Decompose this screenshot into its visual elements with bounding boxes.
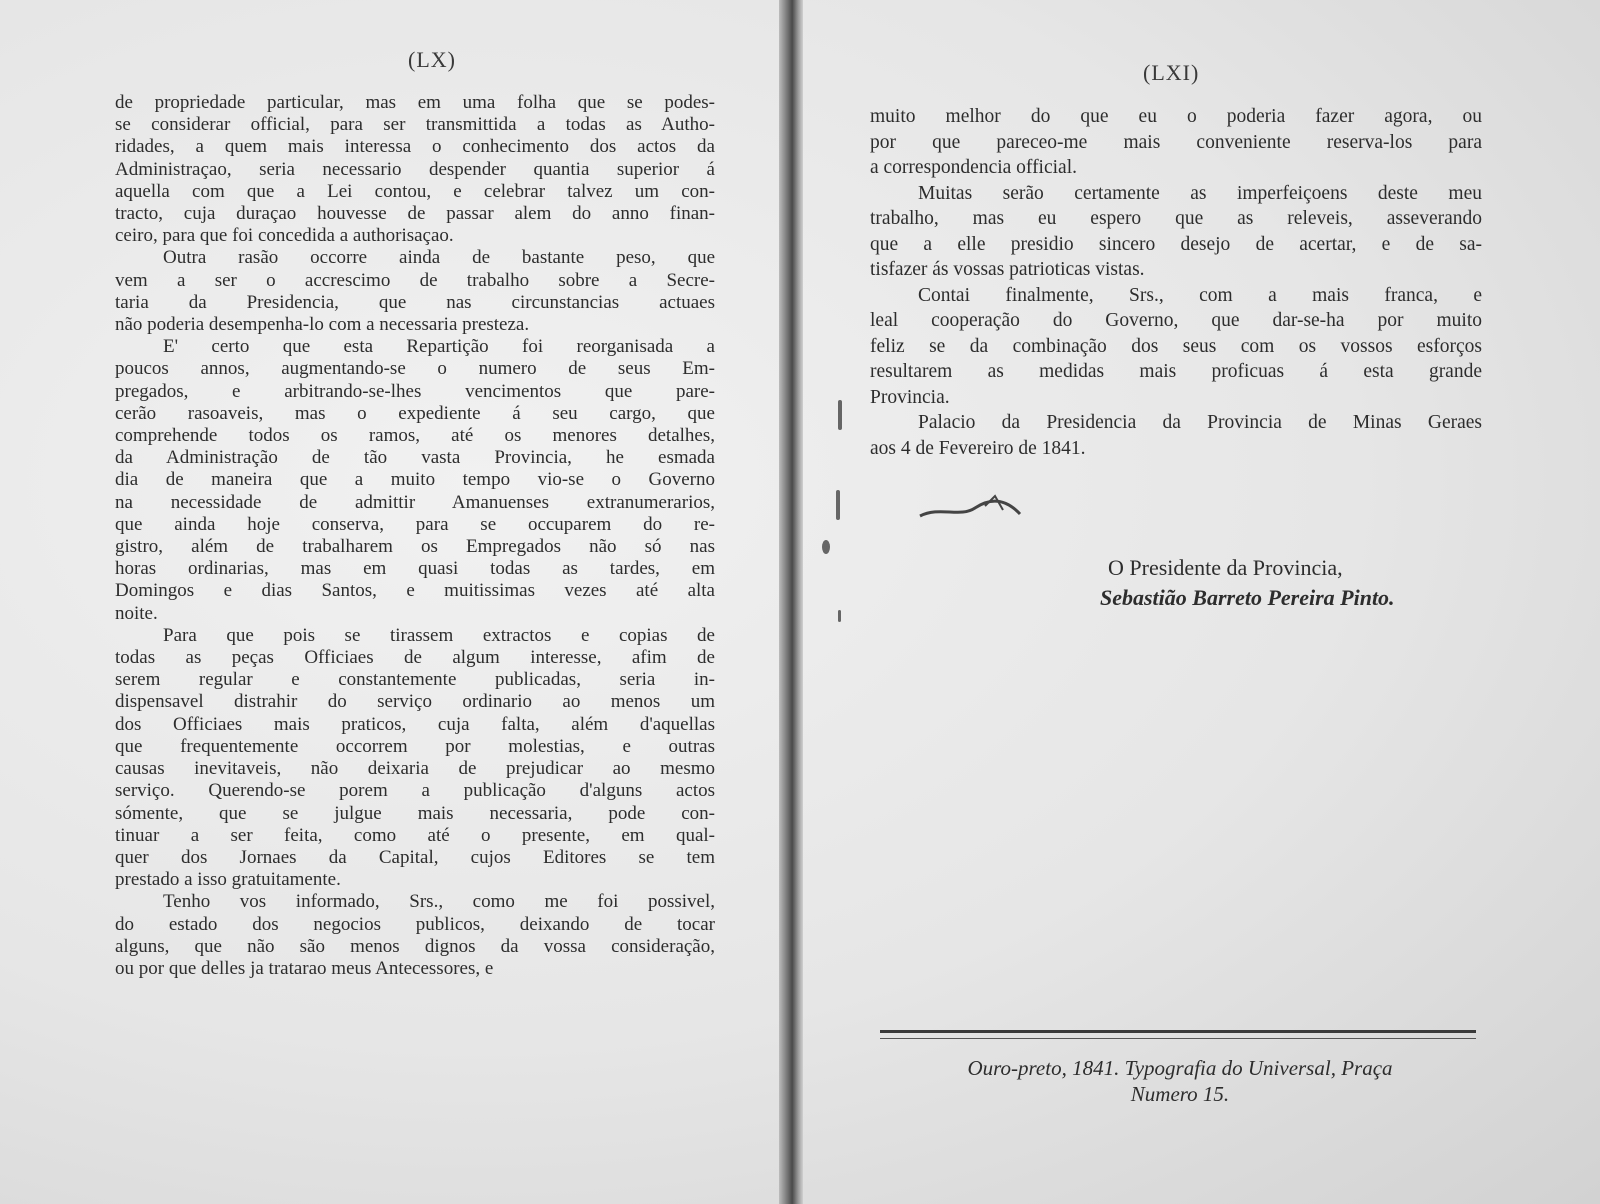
- text-line: feliz se da combinação dos seus com os vossos esforços: [870, 335, 1482, 357]
- text-line: noite.: [115, 602, 158, 624]
- ink-stain: [838, 610, 841, 622]
- text-line: leal cooperação do Governo, que dar-se-ha por muito: [870, 310, 1482, 331]
- text-line: da Administração de tão vasta Provincia, he esmada: [115, 447, 715, 469]
- text-line: poucos annos, augmentando-se o numero de seus Em-: [115, 358, 715, 380]
- ink-stain: [838, 400, 842, 430]
- text-line: ou por que delles ja tratarao meus Antecessores, e: [115, 957, 494, 979]
- text-line: quer dos Jornaes da Capital, cujos Editores se tem: [115, 846, 715, 868]
- text-line: que ainda hoje conserva, para se occuparem do re-: [115, 513, 715, 535]
- text-line: não poderia desempenha-lo com a necessaria presteza.: [115, 314, 530, 336]
- text-line: prestado a isso gratuitamente.: [115, 869, 341, 891]
- text-line: do estado dos negocios publicos, deixando de tocar: [115, 913, 715, 935]
- text-line: que a elle presidio sincero desejo de acertar, e de sa-: [870, 233, 1482, 255]
- imprint-rule: [880, 1030, 1476, 1039]
- page-number-right: (LXI): [1143, 60, 1200, 85]
- text-line: na necessidade de admittir Amanuenses extranumerarios,: [115, 491, 715, 513]
- ink-flourish-icon: [915, 488, 1035, 528]
- text-line: serem regular e constantemente publicadas, seria in-: [115, 669, 715, 691]
- text-line: horas ordinarias, mas em quasi todas as tardes, em: [115, 558, 715, 580]
- ink-stain: [822, 540, 830, 554]
- text-line: se considerar official, para ser transmittida a todas as Autho-: [115, 114, 715, 136]
- text-line: Palacio da Presidencia da Provincia de Minas Geraes: [918, 412, 1482, 433]
- text-line: sómente, que se julgue mais necessaria, pode con-: [115, 802, 715, 824]
- text-line: resultarem as medidas mais proficuas á esta grande: [870, 361, 1482, 382]
- text-line: tracto, cuja duraçao houvesse de passar alem do anno finan-: [115, 203, 715, 225]
- text-line: ridades, a quem mais interessa o conhecimento dos actos da: [115, 136, 715, 158]
- text-line: Provincia.: [870, 386, 950, 408]
- text-line: alguns, que não são menos dignos da vossa consideração,: [115, 935, 715, 957]
- text-line: de propriedade particular, mas em uma folha que se podes-: [115, 92, 715, 113]
- text-line: dispensavel distrahir do serviço ordinario ao menos um: [115, 691, 715, 713]
- text-line: todas as peças Officiaes de algum interesse, afim de: [115, 647, 715, 669]
- text-line: Para que pois se tirassem extractos e copias de: [163, 624, 715, 646]
- signature-title: O Presidente da Provincia,: [1108, 555, 1343, 580]
- text-line: por que pareceo-me mais conveniente reserva-los para: [870, 131, 1482, 153]
- ink-stain: [836, 490, 840, 520]
- text-line: pregados, e arbitrando-se-lhes vencimentos que pare-: [115, 380, 715, 402]
- text-line: comprehende todos os ramos, até os menores detalhes,: [115, 425, 715, 447]
- left-page-text: [115, 92, 715, 980]
- imprint-line-2: Numero 15.: [1130, 1082, 1230, 1106]
- text-line: tinuar a ser feita, como até o presente, em qual-: [115, 824, 715, 846]
- text-line: Administraçao, seria necessario despender quantia superior á: [115, 158, 715, 180]
- text-line: Muitas serão certamente as imperfeiçoens deste meu: [918, 182, 1482, 204]
- text-line: Outra rasão occorre ainda de bastante peso, que: [163, 247, 715, 269]
- text-line: dia de maneira que a muito tempo vio-se o Governo: [115, 469, 715, 491]
- text-line: E' certo que esta Repartição foi reorganisada a: [163, 336, 715, 358]
- text-line: tisfazer ás vossas patrioticas vistas.: [870, 259, 1145, 280]
- text-line: aos 4 de Fevereiro de 1841.: [870, 437, 1086, 459]
- text-line: vem a ser o accrescimo de trabalho sobre a Secre-: [115, 269, 715, 291]
- signature-name: Sebastião Barreto Pereira Pinto.: [1100, 585, 1395, 610]
- imprint-line-1: Ouro-preto, 1841. Typografia do Universal, Praça: [967, 1056, 1393, 1080]
- book-gutter: [779, 0, 803, 1204]
- left-page: [0, 0, 779, 1204]
- text-line: que frequentemente occorrem por molestias, e outras: [115, 735, 715, 757]
- text-line: Contai finalmente, Srs., com a mais franca, e: [918, 284, 1482, 306]
- text-line: serviço. Querendo-se porem a publicação d'alguns actos: [115, 780, 715, 802]
- text-line: muito melhor do que eu o poderia fazer agora, ou: [870, 106, 1482, 127]
- text-line: a correspondencia official.: [870, 157, 1077, 178]
- text-line: ceiro, para que foi concedida a authorisaçao.: [115, 225, 454, 247]
- page-number-left: (LX): [408, 47, 456, 72]
- right-page-text: [870, 104, 1482, 461]
- text-line: gistro, além de trabalharem os Empregados não só nas: [115, 536, 715, 558]
- text-line: cerão rasoaveis, mas o expediente á seu cargo, que: [115, 402, 715, 424]
- imprint: [880, 1055, 1480, 1107]
- text-line: aquella com que a Lei contou, e celebrar talvez um con-: [115, 180, 715, 202]
- text-line: taria da Presidencia, que nas circunstancias actuaes: [115, 291, 715, 313]
- text-line: Tenho vos informado, Srs., como me foi possivel,: [163, 891, 715, 913]
- text-line: dos Officiaes mais praticos, cuja falta, além d'aquellas: [115, 713, 715, 735]
- text-line: causas inevitaveis, não deixaria de prejudicar ao mesmo: [115, 758, 715, 780]
- text-line: trabalho, mas eu espero que as releveis, asseverando: [870, 208, 1482, 229]
- signature-block: [1100, 553, 1395, 613]
- text-line: Domingos e dias Santos, e muitissimas vezes até alta: [115, 580, 715, 602]
